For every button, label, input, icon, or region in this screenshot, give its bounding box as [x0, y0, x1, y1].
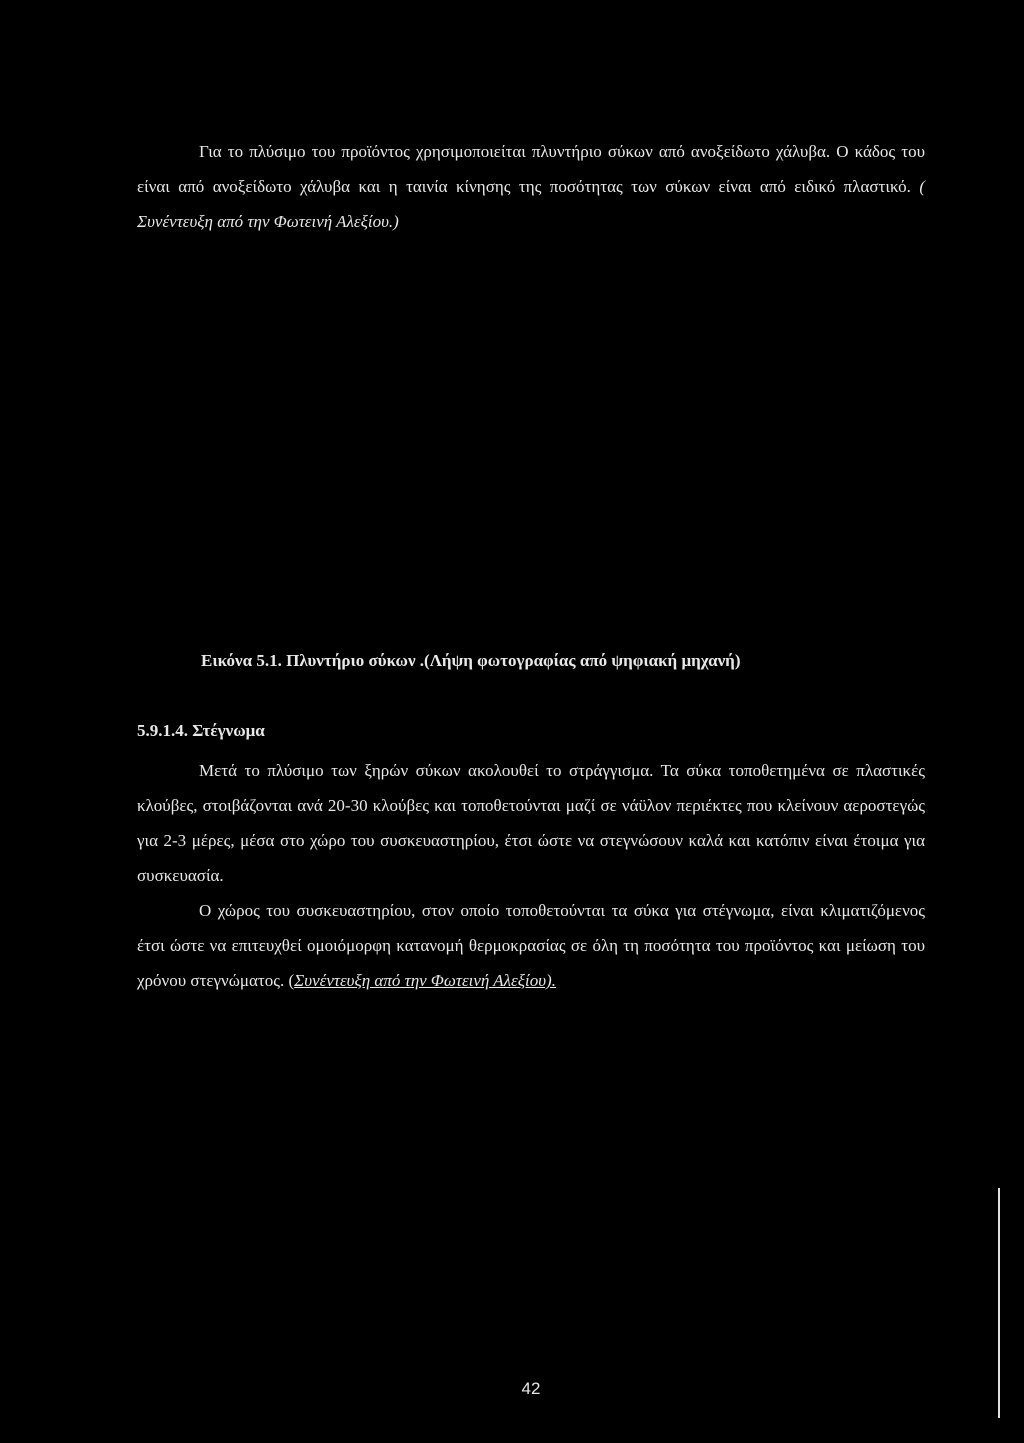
paragraph-draining: Μετά το πλύσιμο των ξηρών σύκων ακολουθεί το στράγγισμα. Τα σύκα τοποθετημένα σε πλαστικές κλούβες, στοιβάζονται ανά 20-30 κλούβες και τοποθετούνται μαζί σε νάϋλον περιέκτες που κλείνουν αεροστεγώς για 2-3 μέρες, μέσα στο χώρο του συσκευαστηρίου, έτσι ώστε να στεγνώσουν καλά και κατόπιν είναι έτοιμα για συσκευασία.: [137, 761, 925, 885]
citation-interview-bottom: Συνέντευξη από την Φωτεινή Αλεξίου).: [294, 971, 556, 990]
citation-interview-top: ( Συνέντευξη από την Φωτεινή Αλεξίου.): [137, 177, 925, 231]
paragraph-packing-room-text: Ο χώρος του συσκευαστηρίου, στον οποίο τοποθετούνται τα σύκα για στέγνωμα, είναι κλιματιζόμενος έτσι ώστε να επιτευχθεί ομοιόμορφη κατανομή θερμοκρασίας σε όλη τη ποσότητα του προϊόντος και μείωση του χρόνου στεγνώματος.: [137, 901, 925, 990]
paragraph-packing-room: [137, 893, 925, 998]
figure-caption: Εικόνα 5.1. Πλυντήριο σύκων .(Λήψη φωτογραφίας από ψηφιακή μηχανή): [201, 651, 741, 670]
citation-open-paren: (: [288, 971, 295, 990]
section-heading: 5.9.1.4. Στέγνωμα: [137, 721, 265, 740]
paragraph-washing-machine-text: Για το πλύσιμο του προϊόντος χρησιμοποιείται πλυντήριο σύκων από ανοξείδωτο χάλυβα. Ο κάδος του είναι από ανοξείδωτο χάλυβα και η ταινία κίνησης της ποσότητας των σύκων είναι από ειδικό πλαστικό.: [137, 142, 925, 196]
page-number: 42: [521, 1379, 541, 1398]
paragraph-washing-machine: [137, 134, 925, 239]
